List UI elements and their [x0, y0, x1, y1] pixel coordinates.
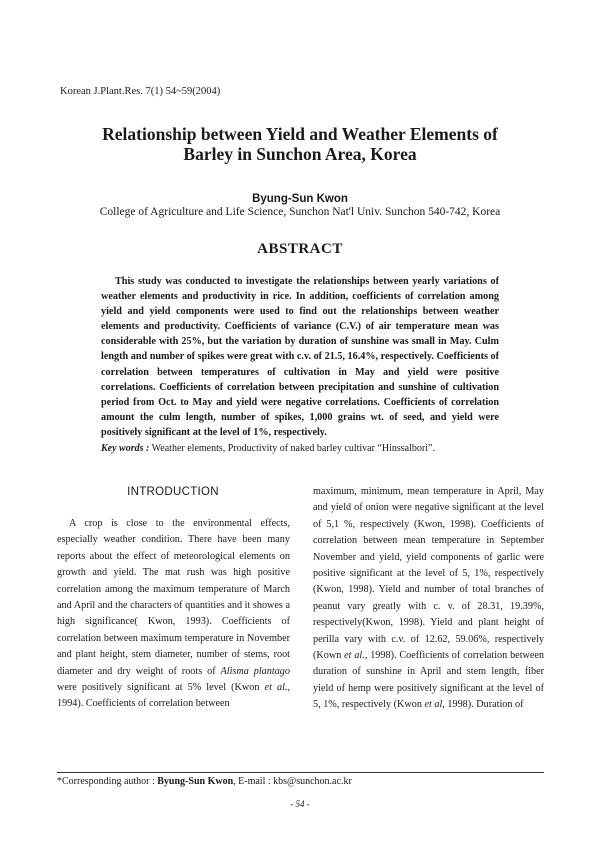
intro-right-text-3: , 1998). Duration of	[442, 699, 524, 711]
keywords	[101, 443, 521, 454]
intro-right-etal-2: et al	[424, 699, 443, 711]
introduction-right-column	[313, 484, 544, 714]
title-line-2: Barley in Sunchon Area, Korea	[183, 144, 417, 164]
introduction-heading: INTRODUCTION	[127, 486, 219, 498]
intro-left-text-2: were positively significant at 5% level (Kwon	[57, 682, 260, 694]
introduction-left-column	[57, 516, 290, 713]
page-number: - 54 -	[290, 799, 310, 809]
footnote-divider	[57, 772, 544, 773]
intro-left-text-1: A crop is close to the environmental effects, especially weather condition. There have been many reports about the effect of meteorological elements on growth and yield. The mat rush was high positive correlation among the maximum temperature of March and April and the characters of quantities and it showes a high significance( Kwon, 1993). Coefficients of correlation between maximum temperature in November and plant height, stem diameter, number of stems, root diameter and dry weight of roots of	[57, 518, 290, 677]
corresponding-author-footnote	[57, 776, 352, 787]
intro-left-species: Alisma plantago	[220, 665, 290, 677]
footnote-prefix: *Corresponding author :	[57, 776, 155, 787]
intro-left-text-3: , 1994). Coefficients of correlation between	[57, 682, 290, 710]
title-line-1: Relationship between Yield and Weather Elements of	[102, 124, 498, 144]
author-affiliation: College of Agriculture and Life Science, Sunchon Nat'l Univ. Sunchon 540-742, Korea	[99, 206, 501, 218]
abstract-heading: ABSTRACT	[257, 241, 343, 257]
footnote-author-name: Byung-Sun Kwon	[157, 776, 234, 787]
intro-left-etal: et al.	[264, 682, 288, 694]
intro-right-text-2: , 1998). Coefficients of correlation between duration of sunshine in April and stem length, fiber yield of hemp were positively significant at the level of 5, 1%, respectively (Kwon	[313, 650, 545, 711]
paper-title	[0, 124, 600, 164]
footnote-email: , E-mail : kbs@sunchon.ac.kr	[233, 776, 352, 787]
author-name: Byung-Sun Kwon	[252, 193, 348, 205]
keywords-text: Weather elements, Productivity of naked barley cultivar “Hinssalbori”.	[151, 443, 435, 454]
abstract-text: This study was conducted to investigate the relationships between yearly variations of weather elements and productivity in rice. In addition, coefficients of correlation among yield and yield components were used to find out the relationships between weather elements and productivity. Coefficients of variance (C.V.) of air temperature mean was considerable with 25%, but the variation by duration of sunshine was small in May. Culm length and number of spikes were great with c.v. of 21.5, 16.4%, respectively. Coefficients of correlation between temperatures of cultivation in May and yield were positive correlations. Coefficients of correlation between precipitation and sunshine of cultivation period from Oct. to May and yield were negative correlations. Coefficients of correlation amount the culm length, number of spikes, 1,000 grains wt. of seed, and yield were positively significant at the level of 1%, respectively.	[101, 276, 499, 438]
keywords-label: Key words :	[101, 443, 150, 454]
intro-right-etal-1: et al.	[344, 650, 365, 662]
intro-right-text-1: maximum, minimum, mean temperature in April, May and yield of onion were negative significant at the level of 5,1 %, respectively (Kwon, 1998). Coefficients of correlation between mean temperature in September November and yield, yield components of garlic were positive significant at the level of 5, 1%, respectively (Kwon, 1998). Yield and number of total branches of peanut vary greatly with c. v. of 28.31, 19.39%, respectively(Kwon, 1998). Yield and plant height of perilla vary with c.v. of 12.62, 59.06%, respectively (Kown	[313, 486, 544, 662]
journal-reference: Korean J.Plant.Res. 7(1) 54~59(2004)	[60, 86, 221, 97]
